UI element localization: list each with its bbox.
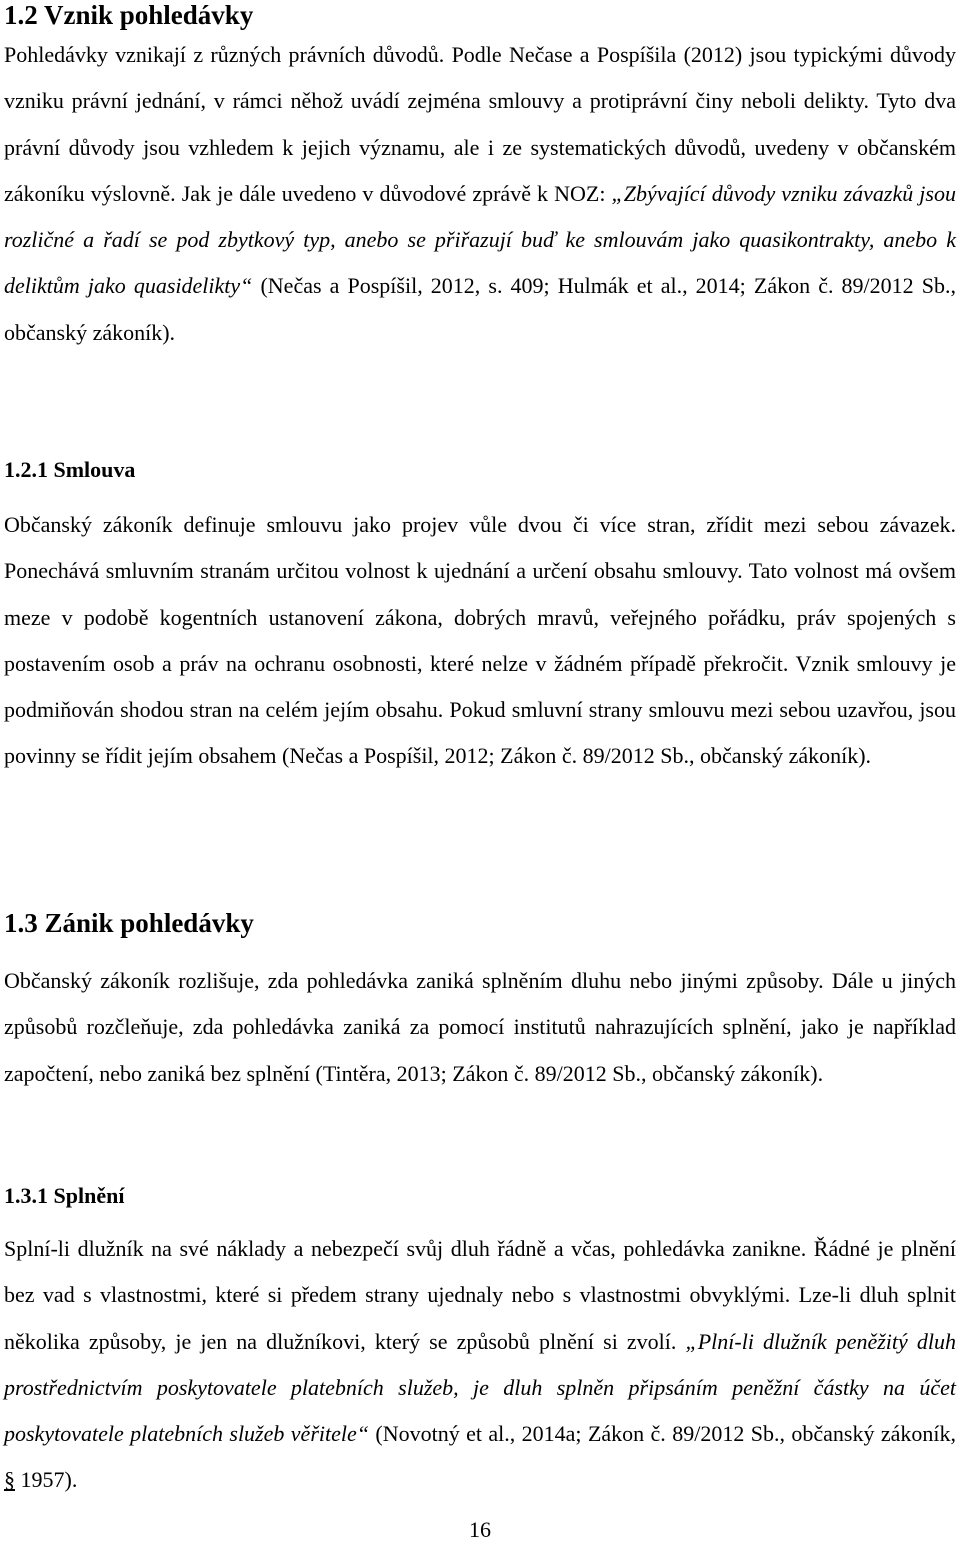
quote-text: „Plní-li dlužník peněžitý dluh prostřednictvím poskytovatele platebních služeb, je dluh splněn připsáním peněžní částky na účet poskytovatele platebních služeb věřitele“ (4, 1328, 956, 1447)
paragraph-1-3: Občanský zákoník rozlišuje, zda pohledávka zaniká splněním dluhu nebo jinými způsoby. Dále u jiných způsobů rozčleňuje, zda pohledávka zaniká za pomocí institutů nahrazujících splnění, jako je například započtení, nebo zaniká bez splnění (Tintěra, 2013; Zákon č. 89/2012 Sb., občanský zákoník). (4, 968, 956, 1086)
paragraph-1-3-1 (4, 1226, 956, 1504)
paragraph-1-2 (4, 32, 956, 356)
citation-text: (Novotný et al., 2014a; Zákon č. 89/2012 Sb., občanský zákoník, (368, 1421, 956, 1447)
section-sign-link[interactable]: § (4, 1467, 15, 1493)
heading-1-3: 1.3 Zánik pohledávky (4, 908, 254, 938)
citation-end-text: 1957). (15, 1467, 78, 1493)
heading-1-3-1: 1.3.1 Splnění (4, 1183, 125, 1208)
citation-text: (Nečas a Pospíšil, 2012, s. 409; Hulmák et al., 2014; Zákon č. 89/2012 Sb., občanský zákoník). (4, 273, 957, 345)
paragraph-text: Pohledávky vznikají z různých právních důvodů. Podle Nečase a Pospíšila (2012) jsou typickými důvody vzniku právní jednání, v rámci něhož uvádí zejména smlouvy a protiprávní činy neboli delikty. Tyto dva právní důvody jsou vzhledem k jejich významu, ale i ze systematických důvodů, uvedeny v občanském zákoníku výslovně. Jak je dále uvedeno v důvodové zprávě k NOZ: (4, 42, 956, 206)
quote-text: „Zbývající důvody vzniku závazků jsou rozličné a řadí se pod zbytkový typ, anebo se přiřazují buď ke smlouvám jako quasikontrakty, anebo k deliktům jako quasidelikty“ (4, 180, 956, 299)
paragraph-text: Splní-li dlužník na své náklady a nebezpečí svůj dluh řádně a včas, pohledávka zanikne. Řádné je plnění bez vad s vlastnostmi, které si předem strany ujednaly nebo s vlastnostmi obvyklými. Lze-li dluh splnit několika způsoby, je jen na dlužníkovi, který se způsobů plnění si zvolí. (4, 1236, 956, 1354)
heading-1-2: 1.2 Vznik pohledávky (4, 0, 254, 30)
heading-1-2-1: 1.2.1 Smlouva (4, 457, 136, 482)
paragraph-1-2-1: Občanský zákoník definuje smlouvu jako projev vůle dvou či více stran, zřídit mezi sebou závazek. Ponechává smluvním stranám určitou volnost k ujednání a určení obsahu smlouvy. Tato volnost má ovšem meze v podobě kogentních ustanovení zákona, dobrých mravů, veřejného pořádku, práv spojených s postavením osob a práv na ochranu osobnosti, které nelze v žádném případě překročit. Vznik smlouvy je podmiňován shodou stran na celém jejím obsahu. Pokud smluvní strany smlouvu mezi sebou uzavřou, jsou povinny se řídit jejím obsahem (Nečas a Pospíšil, 2012; Zákon č. 89/2012 Sb., občanský zákoník). (4, 512, 956, 769)
page-number: 16 (469, 1517, 491, 1542)
